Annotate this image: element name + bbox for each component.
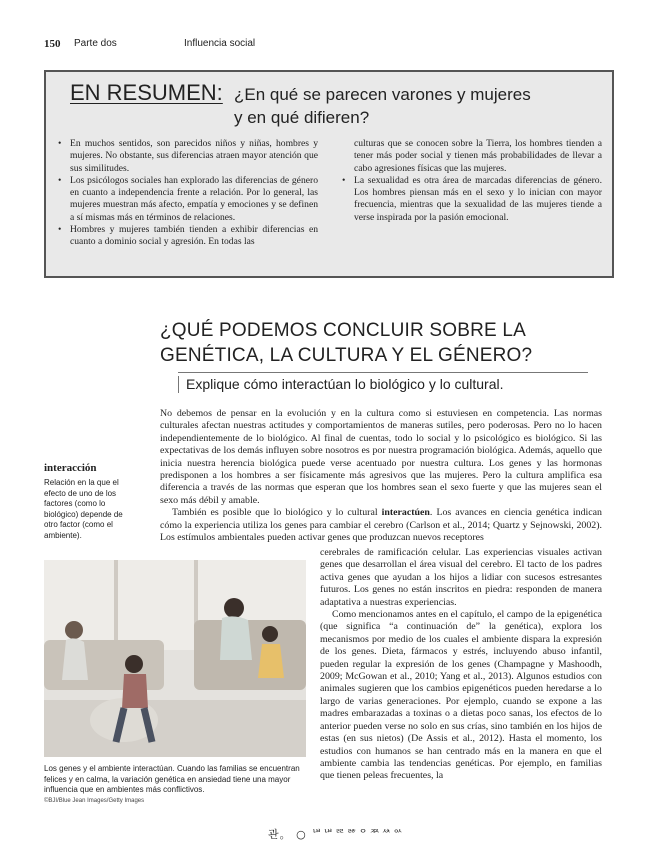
summary-question-line-1: ¿En qué se parecen varones y mujeres xyxy=(234,85,531,104)
family-photo xyxy=(44,560,306,757)
body-paragraph: No debemos de pensar en la evolución y en la cultura como si estuviesen en competencia. Las normas culturales afectan nuestras actitudes y comportamientos de maneras sutiles, pero poderosas. Pero no lo hacen independientemente de lo biológico. Al final de cuentas, todo lo social y lo psicológico es biológico. Si las expectativas de los demás influyen sobre nosotros es por nuestra programación biológica. Además, aquello que inicia nuestra herencia biológica puede verse acentuado por nuestra cultura. Los genes y las hormonas predisponen a los hombres a ser físicamente más agresivos que las mujeres. Pero la cultura amplifica esa diferencia a través de las normas que esperan que los hombres sean el sexo fuerte y que las mujeres sean el sexo más débil y amable. xyxy=(160,408,602,506)
summary-question-line-2: y en qué difieren? xyxy=(234,108,370,127)
summary-bullet: • La sexualidad es otra área de marcadas diferencias de género. Los hombres piensan más en el sexo y lo inician con mayor frecuencia, mientras que la sexualidad de las mujeres tiende a verse inspirada por la pasión emocional. xyxy=(342,174,602,223)
figure-caption: Los genes y el ambiente interactúan. Cuando las familias se encuentran felices y en calma, la variación genética en ansiedad tiene una mayor influencia que en ambientes más conflictivos. ©BJI/Blue Jean Images/Getty Images xyxy=(44,764,306,806)
bullet-icon: • xyxy=(58,224,62,236)
photo-credit: ©BJI/Blue Jean Images/Getty Images xyxy=(44,797,145,804)
header-section: Parte dos xyxy=(74,38,117,49)
bullet-icon: • xyxy=(342,174,346,186)
body-text-full-width xyxy=(160,408,602,544)
glossary-term: interacción xyxy=(44,462,97,474)
key-term: interactúen xyxy=(381,507,430,519)
subheading-bar xyxy=(178,376,179,393)
summary-bullet: • Los psicólogos sociales han explorado las diferencias de género en cuanto a independencia frente a relación. Por lo general, las mujeres muestran más afecto, empatía y emociones y se definen a sí mismas más en términos de relaciones. xyxy=(58,174,318,223)
page-number: 150 xyxy=(44,38,61,50)
bullet-icon: • xyxy=(58,138,62,149)
bullet-icon: • xyxy=(58,174,62,186)
summary-right-column xyxy=(340,138,602,224)
summary-bullet: • Hombres y mujeres también tienden a exhibir diferencias en cuanto a dominio social y agresión. En todas las xyxy=(58,224,318,248)
body-paragraph: También es posible que lo biológico y lo cultural interactúen. Los avances en ciencia genética indican cómo la experiencia utiliza los genes para cambiar el cerebro (Carlson et al., 2014; Quartz y Sejnowski, 2002). Los estímulos ambientales pueden activar genes que produzcan nuevos receptores xyxy=(160,507,602,544)
summary-left-column xyxy=(56,138,318,249)
body-paragraph-continued: cerebrales de ramificación celular. Las experiencias visuales activan genes que desarrollan el área visual del cerebro. El tacto de los padres activa genes que ayudan a los hijos a lidiar con sucesos estresantes futuros. Los genes no están inscritos en piedra: responden de manera adaptativa a nuestras experiencias. xyxy=(320,547,602,608)
running-header xyxy=(44,38,256,50)
section-heading: ¿QUÉ PODEMOS CONCLUIR SOBRE LA GENÉTICA, LA CULTURA Y EL GÉNERO? xyxy=(160,320,533,366)
summary-box xyxy=(44,70,614,278)
body-paragraph: Como mencionamos antes en el capítulo, el campo de la epigenética (que significa “a continuación de” la genética), explora los mecanismos por medio de los cuales el ambiente dispara la expresión de los genes. Dieta, fármacos y estrés, incluyendo abuso infantil, pueden regular la expresión de los genes (Champagne y Mashoodh, 2009; McGowan et al., 2010; Yang et al., 2013). Algunos estudios con animales sugieren que los cambios epigenéticos pueden heredarse a lo largo de varias generaciones. Por ejemplo, cuando se expone a las madres embarazadas a toxinas o a dietas poco sanas, los efectos de lo anterior pueden verse no solo en sus crías, sino también en los hijos de estas (en sus nietos) (De Assis et al., 2012). Hasta el momento, los estudios con humanos se han centrado más en la manera en que el ambiente cambia las tendencias genéticas. Por ejemplo, en familias que tienen peleas frecuentes, la xyxy=(320,609,602,782)
glossary-definition: Relación en la que el efecto de uno de los factores (como lo biológico) depende de otro factor (como el ambiente). xyxy=(44,478,123,540)
body-text-narrow xyxy=(320,547,602,783)
section-subheading: Explique cómo interactúan lo biológico y lo cultural. xyxy=(186,376,504,392)
family-photo-illustration xyxy=(44,560,306,757)
summary-bullet: • En muchos sentidos, son parecidos niños y niñas, hombres y mujeres. No obstante, sus diferencias atraen mayor atención que sus similitudes. xyxy=(58,138,318,174)
summary-bullet-continuation: culturas que se conocen sobre la Tierra, los hombres tienden a tener más poder social y tienen más probabilidades de llevar a cabo agresiones físicas que las mujeres. xyxy=(354,138,602,174)
header-topic: Influencia social xyxy=(184,38,256,49)
section-rule xyxy=(178,372,588,373)
page-footer-watermark: 관。 ○ ᄖᄖᄙᄚᄋᄍᄷᅅ xyxy=(268,828,405,841)
summary-title: EN RESUMEN: xyxy=(70,80,223,105)
